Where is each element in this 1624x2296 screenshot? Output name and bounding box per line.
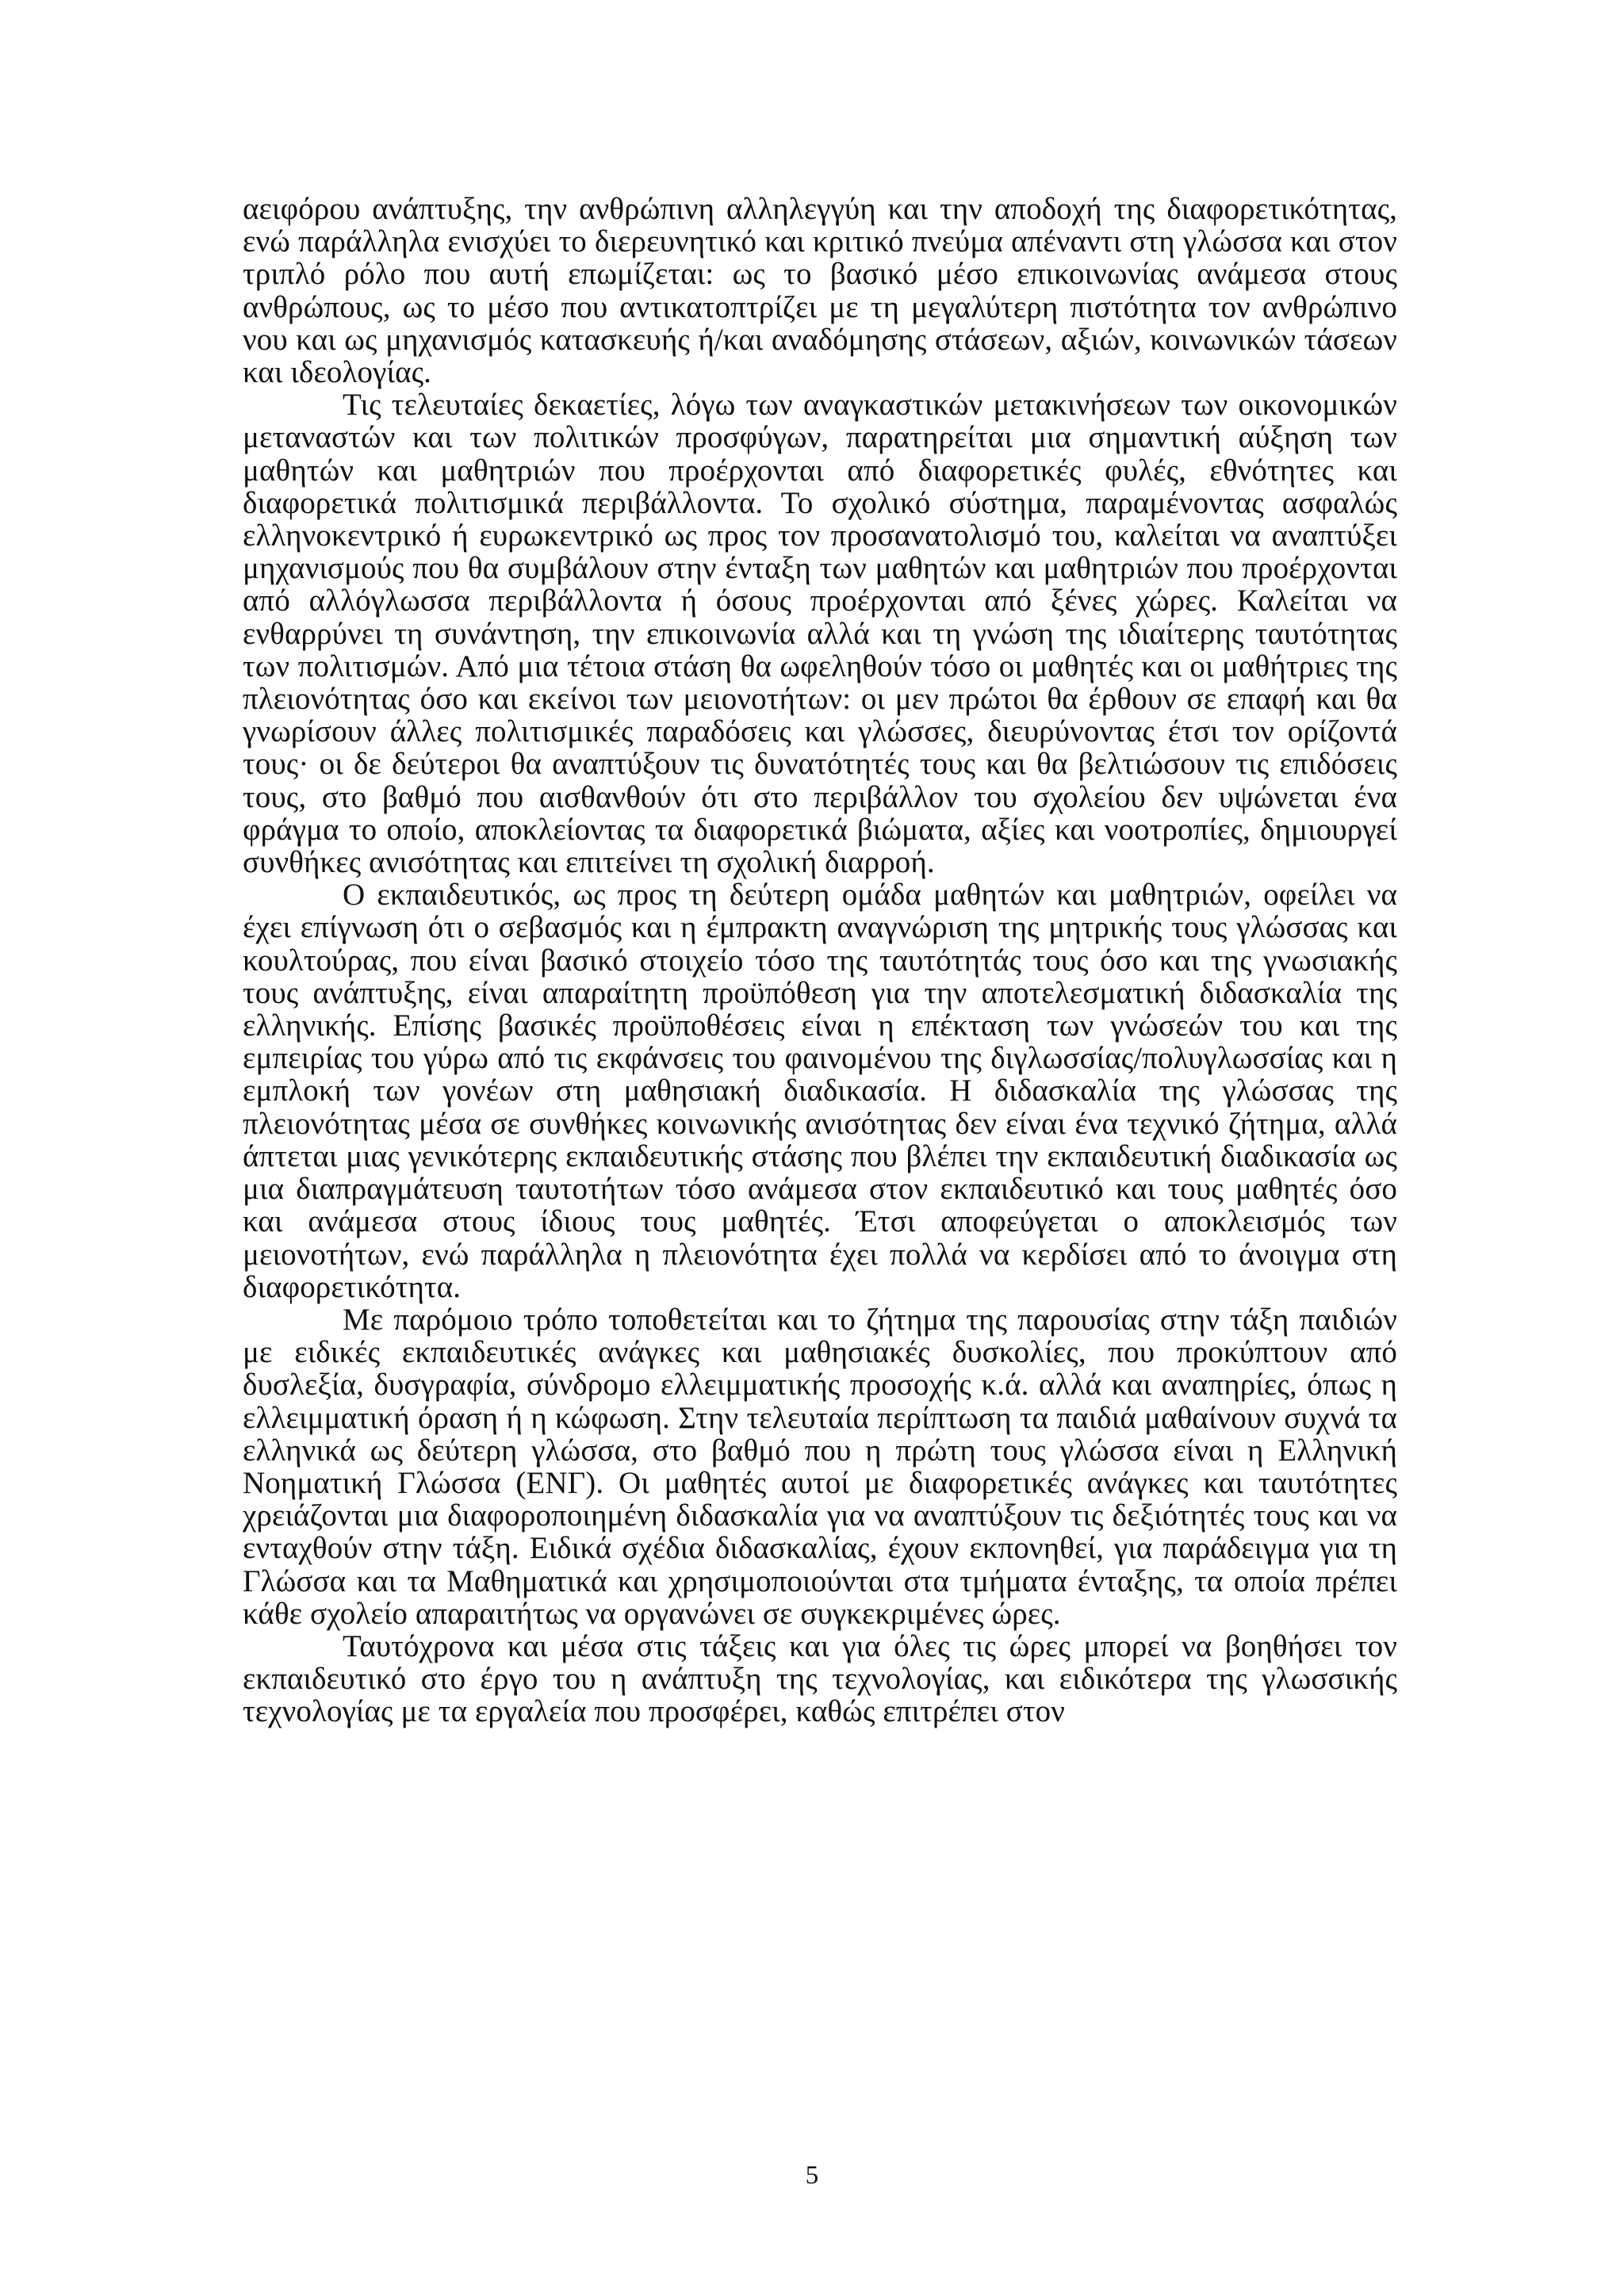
paragraph-3: Ο εκπαιδευτικός, ως προς τη δεύτερη ομάδα μαθητών και μαθητριών, οφείλει να έχει επίγνωση ότι ο σεβασμός και η έμπρακτη αναγνώριση της μητρικής τους γλώσσας και κουλτούρας, που είναι βασικό στοιχείο τόσο της ταυτότητάς τους όσο και της γνωσιακής τους ανάπτυξης, είναι απαραίτητη προϋπόθεση για την αποτελεσματική διδασκαλία της ελληνικής. Επίσης βασικές προϋποθέσεις είναι η επέκταση των γνώσεών του και της εμπειρίας του γύρω από τις εκφάνσεις του φαινομένου της διγλωσσίας/πολυγλωσσίας και η εμπλοκή των γονέων στη μαθησιακή διαδικασία. Η διδασκαλία της γλώσσας της πλειονότητας μέσα σε συνθήκες κοινωνικής ανισότητας δεν είναι ένα τεχνικό ζήτημα, αλλά άπτεται μιας γενικότερης εκπαιδευτικής στάσης που βλέπει την εκπαιδευτική διαδικασία ως μια διαπραγμάτευση ταυτοτήτων τόσο ανάμεσα στον εκπαιδευτικό και τους μαθητές όσο και ανάμεσα στους ίδιους τους μαθητές. Έτσι αποφεύγεται ο αποκλεισμός των μειονοτήτων, ενώ παράλληλα η πλειονότητα έχει πολλά να κερδίσει από το άνοιγμα στη διαφορετικότητα. xyxy=(243,878,1397,1304)
paragraph-4: Με παρόμοιο τρόπο τοποθετείται και το ζήτημα της παρουσίας στην τάξη παιδιών με ειδικές εκπαιδευτικές ανάγκες και μαθησιακές δυσκολίες, που προκύπτουν από δυσλεξία, δυσγραφία, σύνδρομο ελλειμματικής προσοχής κ.ά. αλλά και αναπηρίες, όπως η ελλειμματική όραση ή η κώφωση. Στην τελευταία περίπτωση τα παιδιά μαθαίνουν συχνά τα ελληνικά ως δεύτερη γλώσσα, στο βαθμό που η πρώτη τους γλώσσα είναι η Ελληνική Νοηματική Γλώσσα (ΕΝΓ). Οι μαθητές αυτοί με διαφορετικές ανάγκες και ταυτότητες χρειάζονται μια διαφοροποιημένη διδασκαλία για να αναπτύξουν τις δεξιότητές τους και να ενταχθούν στην τάξη. Ειδικά σχέδια διδασκαλίας, έχουν εκπονηθεί, για παράδειγμα για τη Γλώσσα και τα Μαθηματικά και χρησιμοποιούνται στα τμήματα ένταξης, τα οποία πρέπει κάθε σχολείο απαραιτήτως να οργανώνει σε συγκεκριμένες ώρες. xyxy=(243,1302,1397,1631)
document-body xyxy=(243,193,1397,1728)
paragraph-2: Τις τελευταίες δεκαετίες, λόγω των αναγκαστικών μετακινήσεων των οικονομικών μεταναστών και των πολιτικών προσφύγων, παρατηρείται μια σημαντική αύξηση των μαθητών και μαθητριών που προέρχονται από διαφορετικές φυλές, εθνότητες και διαφορετικά πολιτισμικά περιβάλλοντα. Το σχολικό σύστημα, παραμένοντας ασφαλώς ελληνοκεντρικό ή ευρωκεντρικό ως προς τον προσανατολισμό του, καλείται να αναπτύξει μηχανισμούς που θα συμβάλουν στην ένταξη των μαθητών και μαθητριών που προέρχονται από αλλόγλωσσα περιβάλλοντα ή όσους προέρχονται από ξένες χώρες. Καλείται να ενθαρρύνει τη συνάντηση, την επικοινωνία αλλά και τη γνώση της ιδιαίτερης ταυτότητας των πολιτισμών. Από μια τέτοια στάση θα ωφεληθούν τόσο οι μαθητές και οι μαθήτριες της πλειονότητας όσο και εκείνοι των μειονοτήτων: οι μεν πρώτοι θα έρθουν σε επαφή και θα γνωρίσουν άλλες πολιτισμικές παραδόσεις και γλώσσες, διευρύνοντας έτσι τον ορίζοντά τους· οι δε δεύτεροι θα αναπτύξουν τις δυνατότητές τους και θα βελτιώσουν τις επιδόσεις τους, στο βαθμό που αισθανθούν ότι στο περιβάλλον του σχολείου δεν υψώνεται ένα φράγμα το οποίο, αποκλείοντας τα διαφορετικά βιώματα, αξίες και νοοτροπίες, δημιουργεί συνθήκες ανισότητας και επιτείνει τη σχολική διαρροή. xyxy=(243,388,1397,880)
paragraph-5: Ταυτόχρονα και μέσα στις τάξεις και για όλες τις ώρες μπορεί να βοηθήσει τον εκπαιδευτικό στο έργο του η ανάπτυξη της τεχνολογίας, και ειδικότερα της γλωσσικής τεχνολογίας με τα εργαλεία που προσφέρει, καθώς επιτρέπει στον xyxy=(243,1628,1397,1729)
page-number: 5 xyxy=(805,2161,819,2190)
paragraph-1: αειφόρου ανάπτυξης, την ανθρώπινη αλληλεγγύη και την αποδοχή της διαφορετικότητας, ενώ παράλληλα ενισχύει το διερευνητικό και κριτικό πνεύμα απέναντι στη γλώσσα και στον τριπλό ρόλο που αυτή επωμίζεται: ως το βασικό μέσο επικοινωνίας ανάμεσα στους ανθρώπους, ως το μέσο που αντικατοπτρίζει με τη μεγαλύτερη πιστότητα τον ανθρώπινο νου και ως μηχανισμός κατασκευής ή/και αναδόμησης στάσεων, αξιών, κοινωνικών τάσεων και ιδεολογίας. xyxy=(243,192,1397,390)
